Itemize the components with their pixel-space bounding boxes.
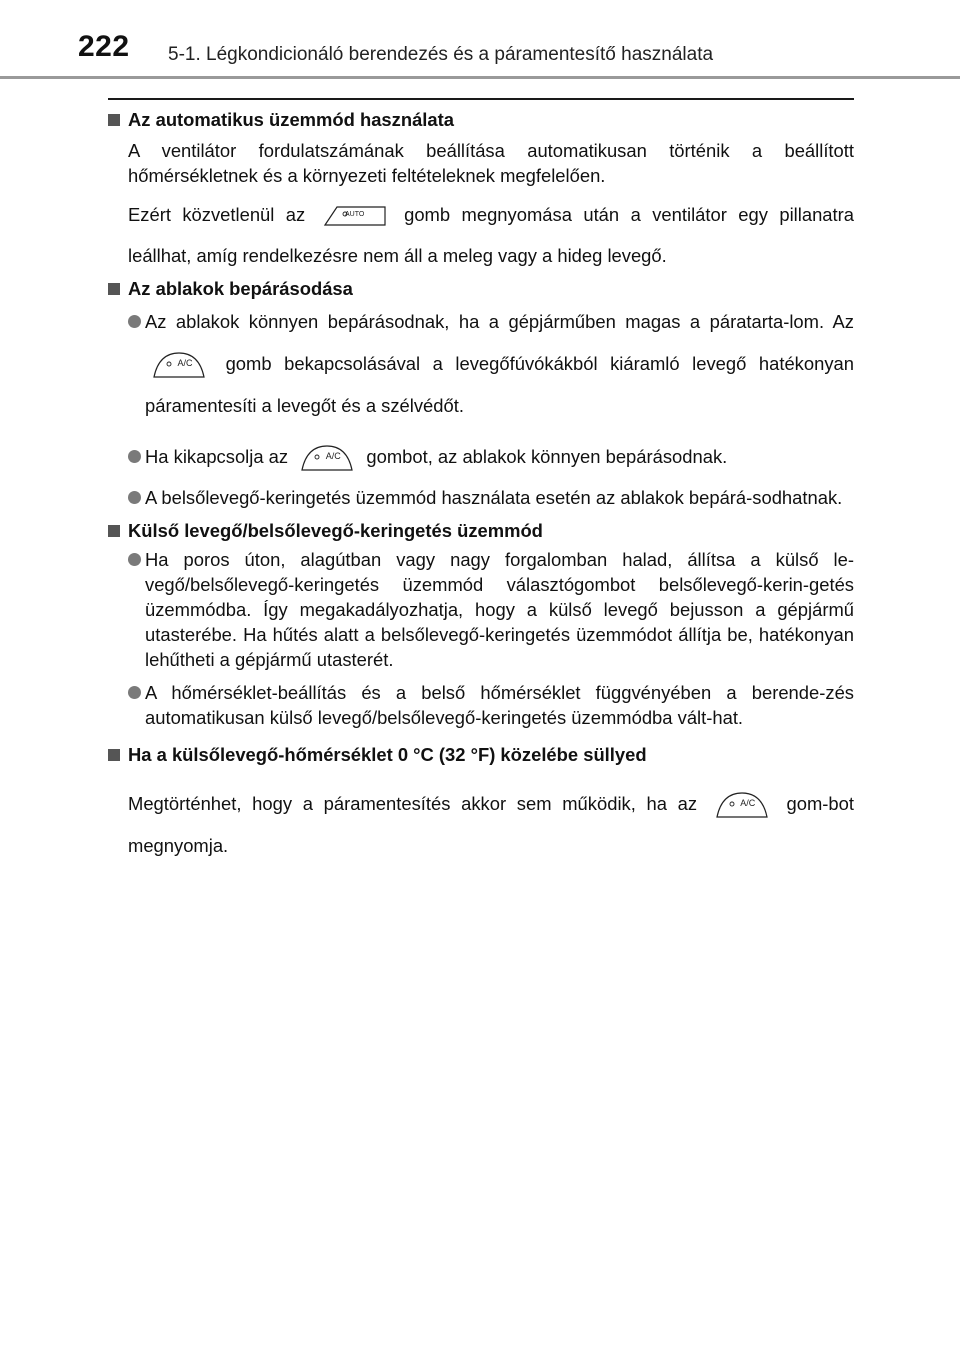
fogging-bullet-3: A belsőlevegő-keringetés üzemmód használata esetén az ablakok bepárá-sodhatnak. [128,485,854,510]
bullet-dot-icon [128,491,141,504]
ac-button-icon: A/C [714,790,770,820]
auto-mode-paragraph-2: Ezért közvetlenül az AUTO gomb megnyomása után a ventilátor egy pillanatra leállhat, amíg rendelkezésre nem áll a meleg vagy a hideg levegő. [128,194,854,276]
fogging-bullet-2: Ha kikapcsolja az A/C gombot, az ablakok könnyen bepárásodnak. [128,437,854,477]
header-divider [0,76,960,79]
cold-weather-paragraph: Megtörténhet, hogy a páramentesítés akkor sem működik, ha az A/C gom-bot megnyomja. [128,783,854,867]
page-header [0,0,960,80]
page-content [108,107,854,867]
bullet-dot-icon [128,315,141,328]
section-title-cold-weather: Ha a külsőlevegő-hőmérséklet 0 °C (32 °F) közelébe süllyed [108,742,854,767]
section-title-auto-mode: Az automatikus üzemmód használata [108,107,854,132]
auto-button-icon: AUTO [323,201,387,231]
bullet-dot-icon [128,450,141,463]
chapter-title: 5-1. Légkondicionáló berendezés és a páramentesítő használata [168,44,714,65]
fogging-bullet-1: Az ablakok könnyen bepárásodnak, ha a gépjárműben magas a páratarta-lom. Az A/C gomb bekapcsolásával a levegőfúvókákból kiáramló levegő hatékonyan páramentesíti a levegőt és a szélvédőt. [128,301,854,427]
recirc-bullet-2: A hőmérséklet-beállítás és a belső hőmérséklet függvényében a berende-zés automatikusan külső levegő/belsőlevegő-keringetés üzemmódba vált-hat. [128,680,854,730]
recirc-bullet-1: Ha poros úton, alagútban vagy nagy forgalomban halad, állítsa a külső le-vegő/belsőlevegő-keringetés üzemmód választógombot belsőlevegő-kerin-getés üzemmódba. Így megakadályozhatja, hogy a külső levegő bejusson a gépjármű utasterébe. Ha hűtés alatt a belsőlevegő-keringetés üzemmódot állítja be, hatékonyan lehűtheti a gépjármű utasterét. [128,547,854,672]
page-number: 222 [78,30,130,63]
bullet-dot-icon [128,553,141,566]
ac-button-icon: A/C [299,443,355,473]
bullet-dot-icon [128,686,141,699]
section-square-icon [108,114,120,126]
section-square-icon [108,525,120,537]
section-square-icon [108,283,120,295]
section-title-recirculation: Külső levegő/belsőlevegő-keringetés üzemmód [108,518,854,543]
ac-button-icon: A/C [151,350,207,380]
content-divider [108,98,854,100]
section-title-fogging: Az ablakok bepárásodása [108,276,854,301]
section-square-icon [108,749,120,761]
auto-mode-paragraph-1: A ventilátor fordulatszámának beállítása automatikusan történik a beállított hőmérsékletnek és a környezeti feltételeknek megfelelően. [128,140,854,186]
